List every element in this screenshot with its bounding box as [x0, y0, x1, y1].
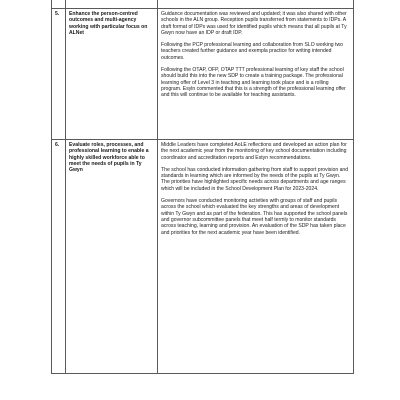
row-number: 6.: [52, 140, 66, 374]
table-row-continued: [52, 0, 354, 9]
row-description: [158, 9, 354, 140]
description-paragraph: Governors have conducted monitoring activities with groups of staff and pupils across the school which evaluated the key strengths and areas of development within Ty Gwyn and as part of the federation. This has supported the school panels and governor subcommittee panels that meet half termly to monitor standards across teaching, learning and provision. An evaluation of the SDP has taken place and priorities for the next academic year have been identified.: [161, 198, 348, 236]
row-number: 5.: [52, 9, 66, 140]
table-cell-empty: [66, 0, 158, 9]
table-row: [52, 9, 354, 140]
table-cell-empty: [52, 0, 66, 9]
description-paragraph: Middle Leaders have completed AoLE reflections and developed an action plan for the next academic year from the monitoring of key school documentation including coordinator and accreditation reports and Estyn recommendations.: [161, 142, 347, 161]
progress-table: [51, 0, 354, 374]
table-cell-empty: [158, 0, 354, 9]
row-title: Evaluate roles, processes, and professional learning to enable a highly skilled workforce able to meet the needs of pupils in Ty Gwyn: [66, 140, 158, 374]
row-description: [158, 140, 354, 374]
description-paragraph: Following the PCP professional learning and collaboration from SLO working two teachers created further guidance and exempla practice for writing intended outcomes.: [161, 42, 343, 61]
description-paragraph: Following the OTAP, OFP, OTAP TTT professional learning of key staff the school should build this into the new SDP to create a training package. The professional learning offer of Level 3 in teaching and learning took place and is a rolling program. Esyln commented that this is a strength of the professional learning offer and this will continue to be available for teaching assistants.: [161, 67, 346, 99]
description-paragraph: Guidance documentation was reviewed and updated; it was also shared with other schools in the ALN group. Reception pupils transferred from statements to IDPs. A draft format of IDPs was used for identified pupils which means that all pupils at Ty Gwyn now have an IDP or draft IDP.: [161, 11, 347, 36]
row-title: Enhance the person-centred outcomes and multi-agency working with particular focus on ALNet: [66, 9, 158, 140]
description-paragraph: The school has conducted information gathering from staff to support provision and standards in learning which are informed by the needs of the pupils at Ty Gwyn. The priorities have highlighted specific needs across departments and age ranges which will be included in the School Development Plan for 2023-2024.: [161, 166, 349, 192]
table-row: [52, 140, 354, 374]
